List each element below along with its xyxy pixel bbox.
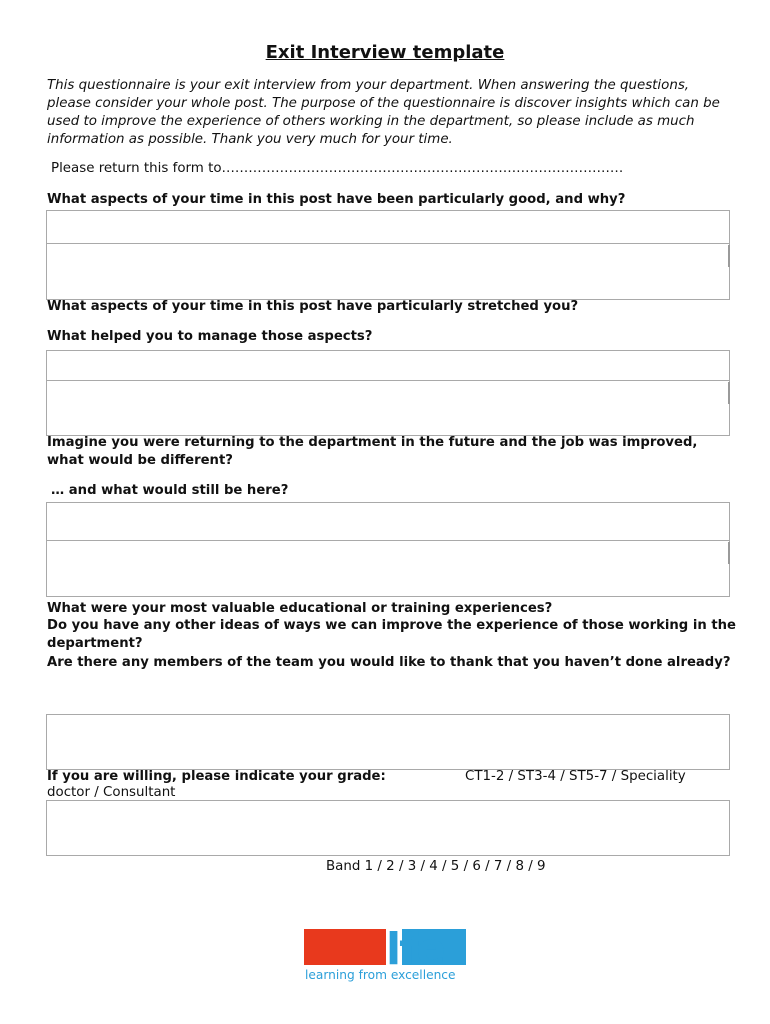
answer-row-divider <box>47 380 729 381</box>
logo-red-block <box>304 929 386 965</box>
intro-paragraph: This questionnaire is your exit interview from your department. When answering the questions, please consider your whole post. The purpose of the questionnaire is discover insights which can be used to improve the experience of others working in the department, so please include as much information as possible. Thank you very much for your time. <box>47 78 720 147</box>
box-edge-mark <box>728 542 730 564</box>
box-edge-mark <box>728 382 730 404</box>
answer-box-educational[interactable] <box>46 714 730 770</box>
logo-tagline: learning from excellence <box>305 968 456 982</box>
question-improved-future: Imagine you were returning to the department in the future and the job was improved, what would be different? <box>47 435 698 468</box>
return-line: Please return this form to……………………………………………………………………………… <box>51 161 624 176</box>
question-good-aspects: What aspects of your time in this post have been particularly good, and why? <box>47 192 626 207</box>
lfe-logo <box>304 929 466 983</box>
answer-row-divider <box>47 243 729 244</box>
page-title: Exit Interview template <box>265 42 505 63</box>
grade-label: If you are willing, please indicate your grade: <box>47 769 386 784</box>
question-helped-manage: What helped you to manage those aspects? <box>47 329 373 344</box>
question-other-ideas: Do you have any other ideas of ways we can improve the experience of those working in the department? <box>47 618 736 651</box>
answer-row-divider <box>47 540 729 541</box>
answer-box-good-aspects[interactable] <box>46 210 730 300</box>
question-stretched: What aspects of your time in this post have particularly stretched you? <box>47 299 579 314</box>
grade-answer-box[interactable] <box>46 800 730 856</box>
logo-wordmark: lfe <box>386 929 445 975</box>
question-still-here: … and what would still be here? <box>51 483 289 498</box>
grade-options-continued: doctor / Consultant <box>47 785 176 800</box>
question-thank-team: Are there any members of the team you would like to thank that you haven’t done already? <box>47 655 731 670</box>
grade-options: CT1-2 / ST3-4 / ST5-7 / Speciality <box>465 769 686 784</box>
box-edge-mark <box>728 245 730 267</box>
answer-box-future[interactable] <box>46 502 730 597</box>
question-educational: What were your most valuable educational or training experiences? <box>47 601 553 616</box>
band-options: Band 1 / 2 / 3 / 4 / 5 / 6 / 7 / 8 / 9 <box>326 859 546 874</box>
lfe-logo-graphic <box>304 929 466 983</box>
answer-box-stretched[interactable] <box>46 350 730 436</box>
